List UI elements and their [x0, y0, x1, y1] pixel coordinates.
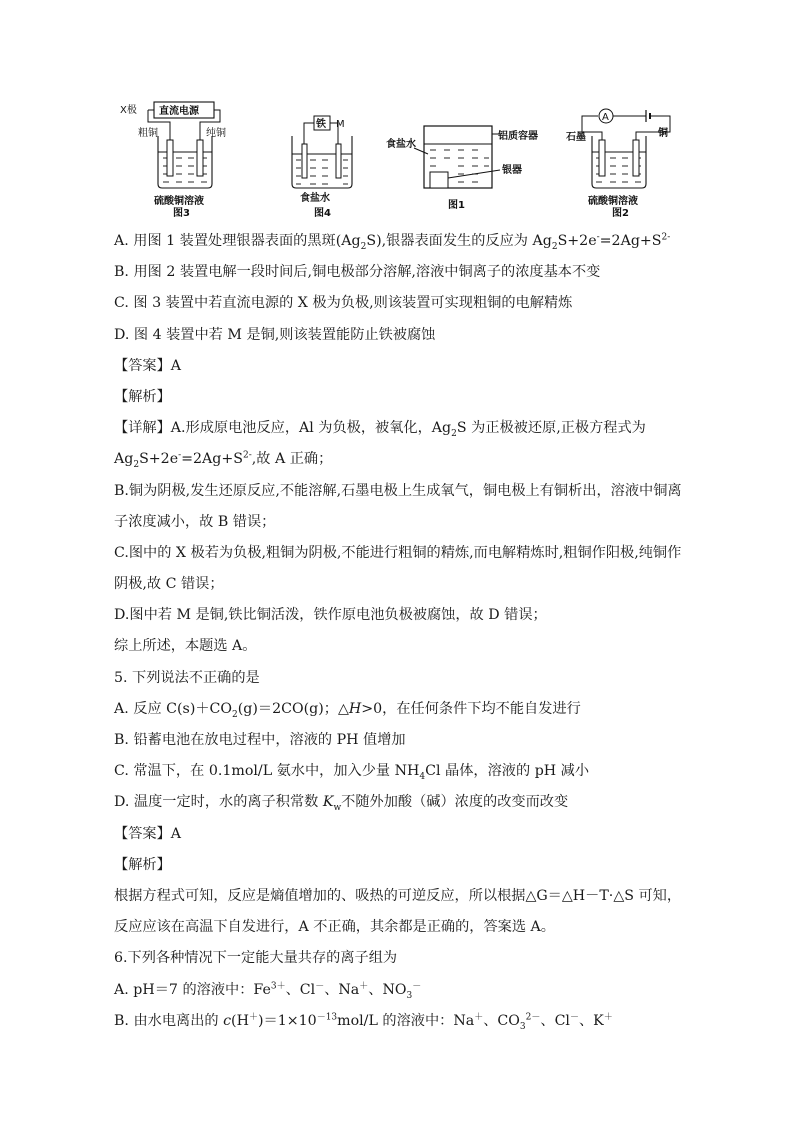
q6-option-a: A. pH＝7 的溶液中：$Fe^{3+}$、Cl－、Na＋、$NO_3^-$	[114, 980, 422, 1001]
ammeter-label: A	[602, 112, 609, 123]
document-body	[114, 226, 694, 1037]
pure-copper-electrode	[197, 140, 203, 176]
figure-2	[562, 100, 682, 219]
q5-explain-line-1: 根据方程式可知，反应是熵值增加的、吸热的可逆反应，所以根据△G＝△H－T·△S 可知，	[114, 887, 682, 904]
q5-option-c: C. 常温下，在 0.1mol/L 氨水中，加入少量 $NH_4Cl$ 晶体，溶液的 pH 减小	[114, 763, 590, 783]
m-label: M	[336, 119, 345, 130]
iron-electrode	[302, 144, 307, 178]
q4-summary: 综上所述，本题选 A。	[114, 638, 257, 655]
figure-1	[384, 100, 538, 212]
q5-option-d: D. 温度一定时，水的离子积常数 $K_w$不随外加酸（碱）浓度的改变而改变	[114, 794, 569, 814]
figure-caption: 图1	[448, 200, 465, 211]
q4-detail-b-line-2: 子浓度减小，故 B 错误；	[114, 513, 276, 530]
q5-stem: 5. 下列说法不正确的是	[114, 669, 260, 686]
salt-water-label: 食盐水	[300, 193, 330, 204]
copper-label: 铜	[658, 128, 668, 139]
figure-4	[286, 100, 366, 219]
copper-electrode	[633, 140, 639, 176]
q4-analysis-heading: 【解析】	[114, 388, 171, 405]
crude-copper-electrode	[167, 140, 173, 176]
q4-detail-c-line-2: 阴极,故 C 错误；	[114, 576, 224, 593]
salt-water-label: 食盐水	[386, 139, 416, 150]
container-label: 铝质容器	[498, 131, 538, 142]
q4-option-a: A. 用图 1 装置处理银器表面的黑斑$(Ag_2S)$,银器表面发生的反应为 $Ag_2S+2e^-=2Ag+S^{2-}$	[114, 232, 671, 252]
q4-option-b: B. 用图 2 装置电解一段时间后,铜电极部分溶解,溶液中铜离子的浓度基本不变	[114, 264, 601, 281]
silverware-label: 银器	[502, 165, 522, 176]
pure-copper-label: 纯铜	[206, 128, 226, 139]
x-pole-label: X极	[120, 105, 137, 116]
q4-detail-line-1: 【详解】A.形成原电池反应，Al 为负极，被氧化，$Ag_2S$ 为正极被还原,正极方程式为	[114, 420, 646, 439]
silverware-block	[430, 172, 448, 188]
figure-row	[118, 100, 678, 220]
solution-label: 硫酸铜溶液	[154, 196, 204, 207]
q4-detail-c-line-1: C.图中的 X 极若为负极,粗铜为阴极,不能进行粗铜的精炼,而电解精炼时,粗铜作阳极,纯铜作	[114, 544, 682, 561]
graphite-electrode	[599, 140, 605, 176]
beaker	[158, 136, 212, 188]
figure-caption: 图4	[314, 208, 331, 219]
solution-label: 硫酸铜溶液	[588, 196, 638, 207]
q4-detail-line-2: $Ag_2S+2e^-=2Ag+S^{2-}$,故 A 正确；	[114, 450, 333, 471]
q5-option-a: A. 反应 $C(s)+CO_2(g)=2CO(g)$；△H>0，在任何条件下均不能自发进行	[114, 700, 581, 720]
graphite-label: 石墨	[566, 132, 586, 143]
figure-3	[118, 100, 248, 219]
q4-detail-b-line-1: B.铜为阴极,发生还原反应,不能溶解,石墨电极上生成氧气，铜电极上有铜析出，溶液中铜离	[114, 482, 682, 499]
q4-option-c: C. 图 3 装置中若直流电源的 X 极为负极,则该装置可实现粗铜的电解精炼	[114, 295, 573, 312]
beaker	[292, 136, 352, 188]
q6-stem: 6.下列各种情况下一定能大量共存的离子组为	[114, 950, 398, 967]
power-label: 直流电源	[159, 106, 199, 117]
q5-explain-line-2: 反应应该在高温下自发进行，A 不正确，其余都是正确的，答案选 A。	[114, 919, 555, 936]
figure-caption: 图2	[612, 208, 629, 219]
q4-answer: 【答案】A	[114, 357, 181, 374]
q5-answer: 【答案】A	[114, 825, 181, 842]
q4-option-d: D. 图 4 装置中若 M 是铜,则该装置能防止铁被腐蚀	[114, 326, 436, 343]
iron-label: 铁	[316, 119, 326, 130]
q4-detail-d: D.图中若 M 是铜,铁比铜活泼，铁作原电池负极被腐蚀，故 D 错误；	[114, 607, 547, 624]
q5-analysis-heading: 【解析】	[114, 856, 171, 873]
figure-caption: 图3	[173, 208, 190, 219]
crude-copper-label: 粗铜	[138, 128, 158, 139]
q5-option-b: B. 铅蓄电池在放电过程中，溶液的 PH 值增加	[114, 732, 406, 748]
q6-option-b: B. 由水电离出的 $c(H^+)=1\times 10^{-13}mol/L$ 的溶液中：Na＋、$CO_3^{2-}$、Cl－、K＋	[114, 1011, 613, 1032]
m-electrode	[336, 144, 341, 178]
